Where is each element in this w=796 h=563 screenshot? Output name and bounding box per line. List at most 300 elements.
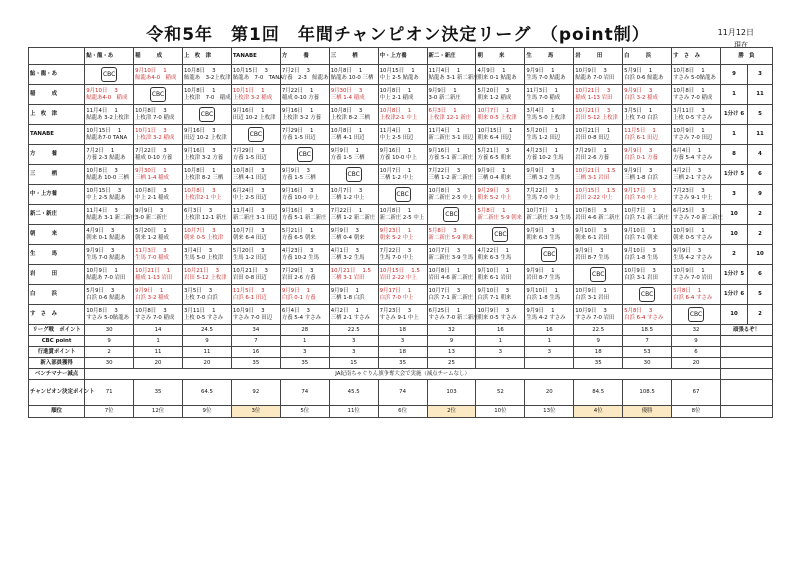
points-value: 24.5 — [183, 325, 232, 336]
empty-cell — [720, 406, 772, 418]
points-value: 20 — [525, 380, 574, 406]
match-cell — [231, 245, 280, 265]
match-cell — [672, 205, 724, 225]
points-value: 13 — [427, 347, 476, 358]
diagonal-logo-cell — [427, 205, 476, 225]
empty-cell — [720, 380, 772, 406]
table-row — [29, 165, 773, 185]
match-date: 10月9日 1 — [673, 227, 705, 234]
match-date: 4月9日 1 — [477, 67, 506, 74]
match-date: 6月4日 1 — [673, 147, 702, 154]
match-score: 岩田 0-8 田辺 — [232, 274, 267, 281]
match-score: 稲成 1-13 岩田 — [575, 94, 613, 101]
win-count: 1分け 6 — [720, 285, 747, 305]
team-logo-icon: CBC — [688, 307, 704, 322]
match-score: 白浜 0-1 方養 — [281, 294, 316, 301]
match-cell — [378, 245, 427, 265]
match-date: 11月5日 1 — [624, 127, 656, 134]
match-cell — [427, 105, 476, 125]
match-cell — [231, 185, 280, 205]
points-value: 4位 — [574, 406, 623, 418]
match-date: 10月21日 1 — [135, 267, 171, 274]
team-logo-icon: CBC — [297, 147, 313, 162]
match-score: 朝来 0-1 鮎龍あ — [477, 74, 517, 81]
match-date: 3月5日 1 — [624, 107, 653, 114]
match-date: 10月8日 3 — [184, 187, 216, 194]
match-score: 上枚津 12-1 新庄 — [428, 114, 472, 121]
points-value: 34 — [231, 325, 280, 336]
match-cell — [329, 145, 378, 165]
match-cell — [476, 145, 525, 165]
match-score: 朝来 6-1 岩田 — [477, 274, 512, 281]
match-score: すさみ 5-0鮎龍あ — [86, 314, 130, 321]
match-date: 10月8日 1 — [379, 107, 412, 114]
match-score: 生馬 7-0 鮎龍あ — [86, 254, 126, 261]
match-date: 10月15日 3 — [86, 187, 122, 194]
match-cell — [672, 225, 721, 245]
match-score: 方養 1-5 三栖 — [330, 154, 365, 161]
match-score: 方養 10-0 中上 — [281, 194, 320, 201]
row-team-name: 上 枚 津 — [29, 105, 85, 125]
match-score: 三栖 1-8 白浜 — [330, 294, 365, 301]
team-logo-icon: CBC — [443, 207, 459, 222]
match-score: 白浜 6-4 すさみ — [624, 314, 664, 321]
points-value: 1 — [134, 336, 183, 347]
points-value: 22.5 — [329, 325, 378, 336]
match-date: 9月9日 1 — [477, 167, 506, 174]
match-score: 方養 2-3 鮎龍あ — [86, 154, 126, 161]
match-date: 9月9日 3 — [135, 207, 164, 214]
row-team-name: 方 養 — [29, 145, 85, 165]
match-cell — [525, 145, 574, 165]
match-cell — [525, 65, 574, 85]
match-date: 9月16日 1 — [232, 107, 265, 114]
match-date: 7月29日 3 — [232, 147, 265, 154]
match-date: 9月10日 1 — [135, 67, 167, 74]
match-date: 9月23日 1 — [379, 227, 412, 234]
match-date: 10月9日 3 — [232, 307, 265, 314]
match-cell — [280, 185, 329, 205]
loss-count: 2 — [748, 225, 773, 245]
match-date: 5月20日 3 — [477, 87, 510, 94]
match-score: 鮎龍あ 3-2上枚津 — [86, 114, 130, 121]
match-cell — [476, 85, 525, 105]
match-date: 4月22日 1 — [477, 247, 510, 254]
match-score: 稲成 0-10 方養 — [135, 154, 173, 161]
loss-count: 11 — [748, 85, 773, 105]
match-score: 生馬 7-0 中上 — [526, 194, 561, 201]
match-date: 10月8日 3 — [330, 107, 363, 114]
match-score: すさみ 7-0 田辺 — [232, 314, 273, 321]
match-date: 9月17日 1 — [379, 287, 412, 294]
match-score: 朝来 0-1 鮎龍あ — [86, 234, 126, 241]
match-date: 9月9日 3 — [673, 247, 702, 254]
match-date: 7月22日 3 — [379, 247, 412, 254]
match-score: 鮎龍あ 7-0 TANA — [232, 74, 283, 81]
match-cell — [280, 105, 329, 125]
match-score: すさみ 9-1 中上 — [379, 314, 419, 321]
points-value: 15 — [329, 358, 378, 369]
header-team: 白 浜 — [623, 48, 672, 65]
table-row — [29, 65, 773, 85]
diagonal-logo-cell — [574, 265, 623, 285]
match-cell — [623, 145, 672, 165]
match-date: 4月23日 1 — [526, 147, 558, 154]
match-score: 朝来 1-2 稲成 — [477, 94, 512, 101]
diagonal-logo-cell — [134, 85, 183, 105]
match-date: 6月25日 1 — [428, 307, 461, 314]
match-date: 9月10日 1 — [624, 227, 656, 234]
match-date: 4月1日 3 — [330, 247, 359, 254]
match-date: 11月5日 3 — [232, 287, 265, 294]
match-score: 中上 2-1 稲成 — [379, 94, 414, 101]
loss-count: 6 — [748, 265, 773, 285]
points-value: 92 — [231, 380, 280, 406]
points-value: 20 — [183, 358, 232, 369]
win-count: 2 — [720, 245, 747, 265]
match-cell — [134, 205, 183, 225]
match-cell — [427, 165, 476, 185]
points-label: CBC point — [29, 336, 85, 347]
match-cell — [623, 205, 672, 225]
match-cell — [134, 65, 183, 85]
match-date: 10月9日 3 — [624, 267, 656, 274]
match-date: 9月10日 3 — [624, 247, 656, 254]
points-value: 108.5 — [623, 380, 672, 406]
match-date: 9月9日 3 — [575, 247, 604, 254]
match-cell — [574, 105, 623, 125]
match-date: 10月21日 3 — [232, 267, 268, 274]
team-logo-icon: CBC — [492, 227, 508, 242]
match-cell — [476, 125, 525, 145]
match-score: 鮎龍あ 10-0 三栖 — [330, 74, 374, 81]
points-value: 3 — [476, 347, 525, 358]
match-date: 11月4日 1 — [428, 67, 461, 74]
match-score: 上枚 7-0 白浜 — [184, 294, 218, 301]
match-score: すさみ 7-0 稲成 — [135, 314, 175, 321]
points-value: 35 — [378, 358, 427, 369]
match-date: 10月1日 1 — [232, 87, 265, 94]
points-value: 9 — [427, 336, 476, 347]
points-value: 35 — [280, 358, 329, 369]
page-title: 令和5年 第1回 年間チャンピオン決定リーグ （point制） — [146, 25, 650, 45]
match-cell — [378, 85, 427, 105]
match-date: 10月8日 1 — [673, 67, 705, 74]
points-row-league — [29, 325, 773, 336]
loss-count: 2 — [748, 305, 773, 325]
match-cell — [134, 245, 183, 265]
match-score: 鮎龍あ 7-0 岩田 — [575, 74, 615, 81]
match-cell — [623, 125, 672, 145]
match-cell — [231, 145, 280, 165]
match-date: 10月8日 3 — [184, 67, 216, 74]
header-team: 生 馬 — [525, 48, 574, 65]
points-value: 71 — [85, 380, 134, 406]
match-date: 7月29日 1 — [281, 127, 314, 134]
match-cell — [427, 305, 479, 325]
match-cell — [85, 85, 134, 105]
header-team: 鮎・龍・あ — [85, 48, 134, 65]
match-date: 10月7日 3 — [428, 287, 461, 294]
match-cell — [280, 125, 329, 145]
match-cell — [85, 145, 134, 165]
points-value: 14 — [134, 325, 183, 336]
match-cell — [280, 285, 329, 305]
match-score: 三栖 3-1 岩田 — [575, 174, 610, 181]
match-score: 上枚 7-0 白浜 — [624, 114, 658, 121]
points-value: 8位 — [672, 406, 721, 418]
match-date: 5月20日 3 — [232, 247, 265, 254]
match-cell — [427, 125, 476, 145]
match-date: 7月22日 3 — [428, 167, 461, 174]
points-value: 9位 — [183, 406, 232, 418]
match-score: 白浜 3-1 岩田 — [624, 274, 658, 281]
match-score: 岩田 4-6 新二新庄 — [428, 274, 474, 281]
match-cell — [378, 105, 427, 125]
match-cell — [280, 245, 329, 265]
match-score: 鮎龍あ4-0 稲成 — [86, 94, 128, 101]
match-cell — [525, 205, 574, 225]
match-score: 白浜 7-0 中上 — [379, 294, 414, 301]
table-row — [29, 285, 773, 305]
match-score: 白浜 7-1 新二新庄 — [624, 214, 669, 221]
match-score: 中上 2-5 田辺 — [232, 194, 267, 201]
match-date: 5月21日 3 — [477, 147, 510, 154]
win-count: 1分け 5 — [720, 265, 747, 285]
match-date: 4月2日 1 — [330, 307, 359, 314]
match-cell — [231, 65, 283, 85]
match-score: 朝来 0-5 すさみ — [673, 234, 713, 241]
match-score: 上枚津 8-2 三栖 — [184, 174, 224, 181]
match-date: 7月22日 1 — [330, 207, 363, 214]
table-row — [29, 105, 773, 125]
match-cell — [280, 305, 329, 325]
table-row — [29, 205, 773, 225]
points-value: 3 — [378, 336, 427, 347]
points-value: 7 — [231, 336, 280, 347]
match-date: 10月7日 1 — [624, 207, 656, 214]
match-score: 白浜 6-1 田辺 — [232, 294, 267, 301]
match-score: 生馬 5-0 上枚津 — [526, 114, 566, 121]
match-score: 中上 2-5 田辺 — [379, 134, 414, 141]
points-value: 11 — [134, 347, 183, 358]
table-row — [29, 185, 773, 205]
row-team-name: 中・上方養 — [29, 185, 85, 205]
league-table — [28, 47, 773, 418]
match-cell — [574, 125, 623, 145]
diagonal-logo-cell — [623, 285, 672, 305]
points-value: 16 — [476, 325, 525, 336]
match-date: 6月4日 3 — [281, 307, 310, 314]
row-team-name: 生 馬 — [29, 245, 85, 265]
match-cell — [183, 185, 232, 205]
match-date: 10月8日 1 — [428, 267, 461, 274]
match-score: 方養 5-4 すさみ — [281, 314, 321, 321]
match-date: 5月20日 1 — [135, 227, 167, 234]
match-score: 岩田 2-6 方養 — [281, 274, 316, 281]
corner-cell — [29, 48, 85, 65]
match-cell — [476, 265, 525, 285]
match-date: 6月24日 3 — [232, 187, 265, 194]
match-score: 上枚 0-5 すさみ — [673, 114, 713, 121]
match-cell — [525, 105, 574, 125]
match-date: 10月15日 1.5 — [575, 187, 616, 194]
header-team: す さ み — [672, 48, 721, 65]
match-score: すさみ 7-0 稲成 — [673, 94, 713, 101]
match-date: 10月15日 3 — [232, 67, 268, 74]
points-value: 3 — [329, 336, 378, 347]
match-date: 5月8日 1 — [477, 207, 506, 214]
points-value: 2位 — [427, 406, 476, 418]
match-date: 11月4日 1 — [86, 107, 118, 114]
match-cell — [476, 245, 525, 265]
match-date: 7月2日 1 — [86, 147, 115, 154]
match-date: 9月9日 1 — [330, 147, 359, 154]
points-value: 35 — [231, 358, 280, 369]
match-date: 9月16日 3 — [184, 127, 216, 134]
match-cell — [427, 65, 479, 85]
match-score: 朝来 6-1 岩田 — [575, 234, 610, 241]
team-logo-icon: CBC — [395, 187, 411, 202]
match-score: 三栖 0-4 朝来 — [330, 234, 365, 241]
win-count: 10 — [720, 225, 747, 245]
match-cell — [623, 65, 672, 85]
match-score: 三栖 3-2 生馬 — [330, 254, 365, 261]
match-cell — [525, 305, 574, 325]
match-date: 10月8日 3 — [86, 167, 118, 174]
match-score: 新二新庄 3-9 生馬 — [526, 214, 571, 221]
match-score: 3-0 新二新庄 — [428, 94, 461, 101]
match-cell — [329, 125, 378, 145]
match-score: 朝来 6-3 生馬 — [477, 254, 512, 261]
match-cell — [134, 125, 183, 145]
match-score: 三栖 3-1 岩田 — [330, 274, 365, 281]
match-score: 朝来 5-2 中上 — [379, 234, 414, 241]
match-cell — [574, 285, 623, 305]
match-score: 岩田 8-7 生馬 — [575, 254, 610, 261]
match-date: 10月8日 3 — [135, 307, 167, 314]
match-date: 9月16日 1 — [428, 147, 461, 154]
match-cell — [85, 245, 134, 265]
match-date: 5月9日 3 — [86, 287, 115, 294]
match-score: 三栖 2-1 すさみ — [673, 174, 713, 181]
match-cell — [476, 65, 525, 85]
match-score: 岩田 2-22 中上 — [379, 274, 417, 281]
points-value: 32 — [427, 325, 476, 336]
match-score: 白浜 3-2 稲成 — [135, 294, 169, 301]
match-date: 10月8日 3 — [232, 167, 265, 174]
match-score: 岩田 5-12 上枚津 — [575, 114, 618, 121]
match-date: 9月29日 3 — [477, 187, 510, 194]
points-row-champion — [29, 380, 773, 406]
match-score: 白浜 1-8 生馬 — [624, 254, 658, 261]
match-cell — [525, 285, 574, 305]
row-team-name: 三 栖 — [29, 165, 85, 185]
points-value: 74 — [280, 380, 329, 406]
win-count: 3 — [720, 185, 747, 205]
match-date: 5月9日 1 — [624, 67, 653, 74]
empty-cell — [720, 336, 772, 347]
match-cell — [476, 185, 525, 205]
match-score: すさみ 7-0 岩田 — [673, 274, 713, 281]
match-date: 9月9日 3 — [624, 167, 653, 174]
match-date: 10月15日 1 — [379, 67, 415, 74]
match-date: 9月9日 1 — [526, 307, 555, 314]
match-score: 三栖 4-1 田辺 — [330, 134, 365, 141]
match-score: 三栖 1-2 新二新庄 — [330, 214, 376, 221]
match-score: 三栖 4-1 田辺 — [232, 174, 267, 181]
match-score: 方養 5-1 新二新庄 — [281, 214, 327, 221]
match-cell — [574, 65, 623, 85]
points-value: 35 — [574, 358, 623, 369]
match-cell — [183, 205, 232, 225]
match-cell — [672, 245, 721, 265]
match-score: 白浜 6-1 田辺 — [624, 134, 658, 141]
points-row-newmember — [29, 358, 773, 369]
points-value: 3位 — [231, 406, 280, 418]
diagonal-logo-cell — [329, 165, 378, 185]
match-score: 稲成 1-13 岩田 — [135, 274, 173, 281]
match-cell — [134, 145, 183, 165]
match-cell — [85, 125, 134, 145]
match-date: 10月21日 1.5 — [330, 267, 371, 274]
match-score: 朝来 6-4 田辺 — [232, 234, 267, 241]
match-cell — [134, 105, 183, 125]
match-date: 7月23日 3 — [379, 307, 412, 314]
match-date: 9月9日 1 — [135, 287, 164, 294]
match-cell — [183, 265, 232, 285]
points-value: 25 — [427, 358, 476, 369]
match-date: 9月10日 3 — [86, 87, 118, 94]
match-date: 10月1日 3 — [135, 127, 167, 134]
table-row — [29, 305, 773, 325]
match-date: 10月8日 1 — [379, 87, 412, 94]
match-cell — [329, 65, 378, 85]
match-date: 10月8日 1 — [330, 67, 363, 74]
match-date: 9月9日 3 — [624, 87, 653, 94]
points-value: 53 — [623, 347, 672, 358]
header-team: 中・上方養 — [378, 48, 427, 65]
match-cell — [183, 65, 232, 85]
match-date: 5月8日 1 — [673, 287, 702, 294]
table-row — [29, 85, 773, 105]
match-cell — [378, 65, 427, 85]
match-date: 4月23日 3 — [281, 247, 314, 254]
points-value: 16 — [525, 325, 574, 336]
team-logo-icon: CBC — [199, 107, 215, 122]
match-date: 5月20日 1 — [526, 127, 558, 134]
points-value: 9 — [672, 336, 721, 347]
match-cell — [476, 165, 525, 185]
points-row-bench — [29, 369, 773, 380]
header-win-loss: 勝 負 — [720, 48, 772, 65]
match-score: 岩田 4-6 新二新庄 — [575, 214, 620, 221]
match-score: 白浜 7-1 新二新庄 — [428, 294, 474, 301]
match-date: 7月23日 3 — [673, 187, 705, 194]
match-date: 11月4日 3 — [86, 207, 118, 214]
match-cell — [378, 125, 427, 145]
match-date: 11月4日 1 — [379, 127, 412, 134]
match-score: すさみ 9-1 中上 — [673, 194, 713, 201]
match-cell — [427, 145, 476, 165]
match-cell — [574, 305, 623, 325]
match-date: 9月16日 1 — [379, 147, 412, 154]
table-row — [29, 145, 773, 165]
match-date: 10月8日 1 — [184, 87, 216, 94]
match-score: 岩田 0-8 田辺 — [575, 134, 610, 141]
match-cell — [85, 285, 134, 305]
match-date: 10月15日 1 — [86, 127, 122, 134]
